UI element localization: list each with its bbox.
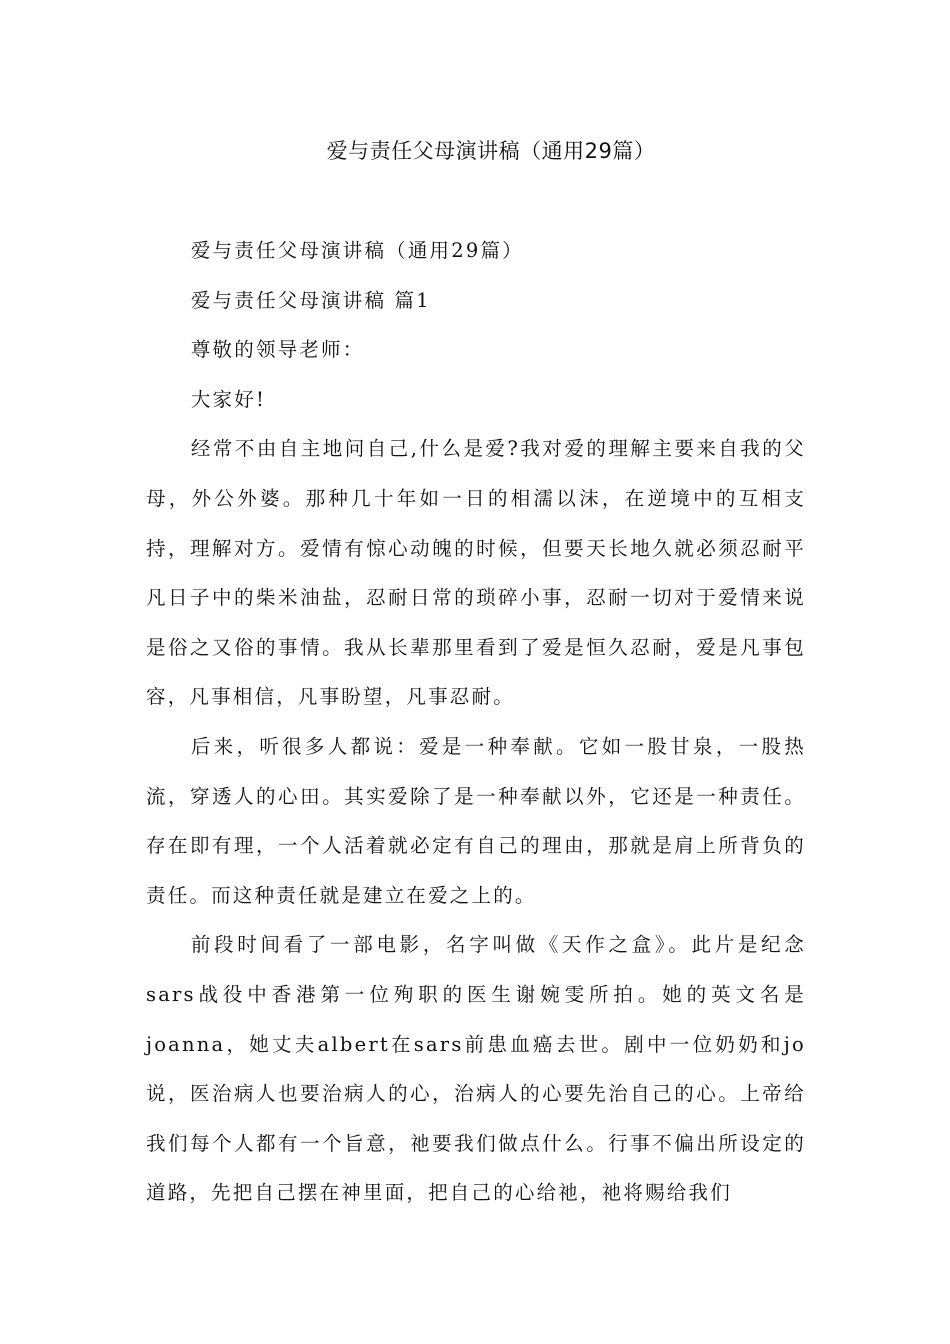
paragraph-body: 经常不由自主地问自己,什么是爱?我对爱的理解主要来自我的父母，外公外婆。那种几十年如一日的相濡以沫，在逆境中的互相支持，理解对方。爱情有惊心动魄的时候，但要天长地久就必须忍耐平凡日子中的柴米油盐，忍耐日常的琐碎小事，忍耐一切对于爱情来说是俗之又俗的事情。我从长辈那里看到了爱是恒久忍耐，爱是凡事包容，凡事相信，凡事盼望，凡事忍耐。 <box>146 437 806 709</box>
paragraph-subtitle: 爱与责任父母演讲稿（通用29篇） <box>190 239 524 262</box>
document-body <box>146 226 806 1218</box>
paragraph-greeting: 大家好! <box>190 387 266 411</box>
paragraph-body: 后来，听很多人都说：爱是一种奉献。它如一股甘泉，一股热流，穿透人的心田。其实爱除了是一种奉献以外，它还是一种责任。存在即有理，一个人活着就必定有自己的理由，那就是肩上所背负的责任。而这种责任就是建立在爱之上的。 <box>146 734 806 907</box>
paragraph-body: 前段时间看了一部电影，名字叫做《天作之盒》。此片是纪念sars战役中香港第一位殉职的医生谢婉雯所拍。她的英文名是joanna，她丈夫albert在sars前患血癌去世。剧中一位奶奶和jo说，医治病人也要治病人的心，治病人的心要先治自己的心。上帝给我们每个人都有一个旨意，祂要我们做点什么。行事不偏出所设定的道路，先把自己摆在神里面，把自己的心给祂，祂将赐给我们 <box>146 933 806 1205</box>
paragraph-section-heading: 爱与责任父母演讲稿 篇1 <box>190 288 431 312</box>
document-title: 爱与责任父母演讲稿（通用29篇） <box>326 139 656 163</box>
paragraph-salutation: 尊敬的领导老师： <box>190 338 365 362</box>
